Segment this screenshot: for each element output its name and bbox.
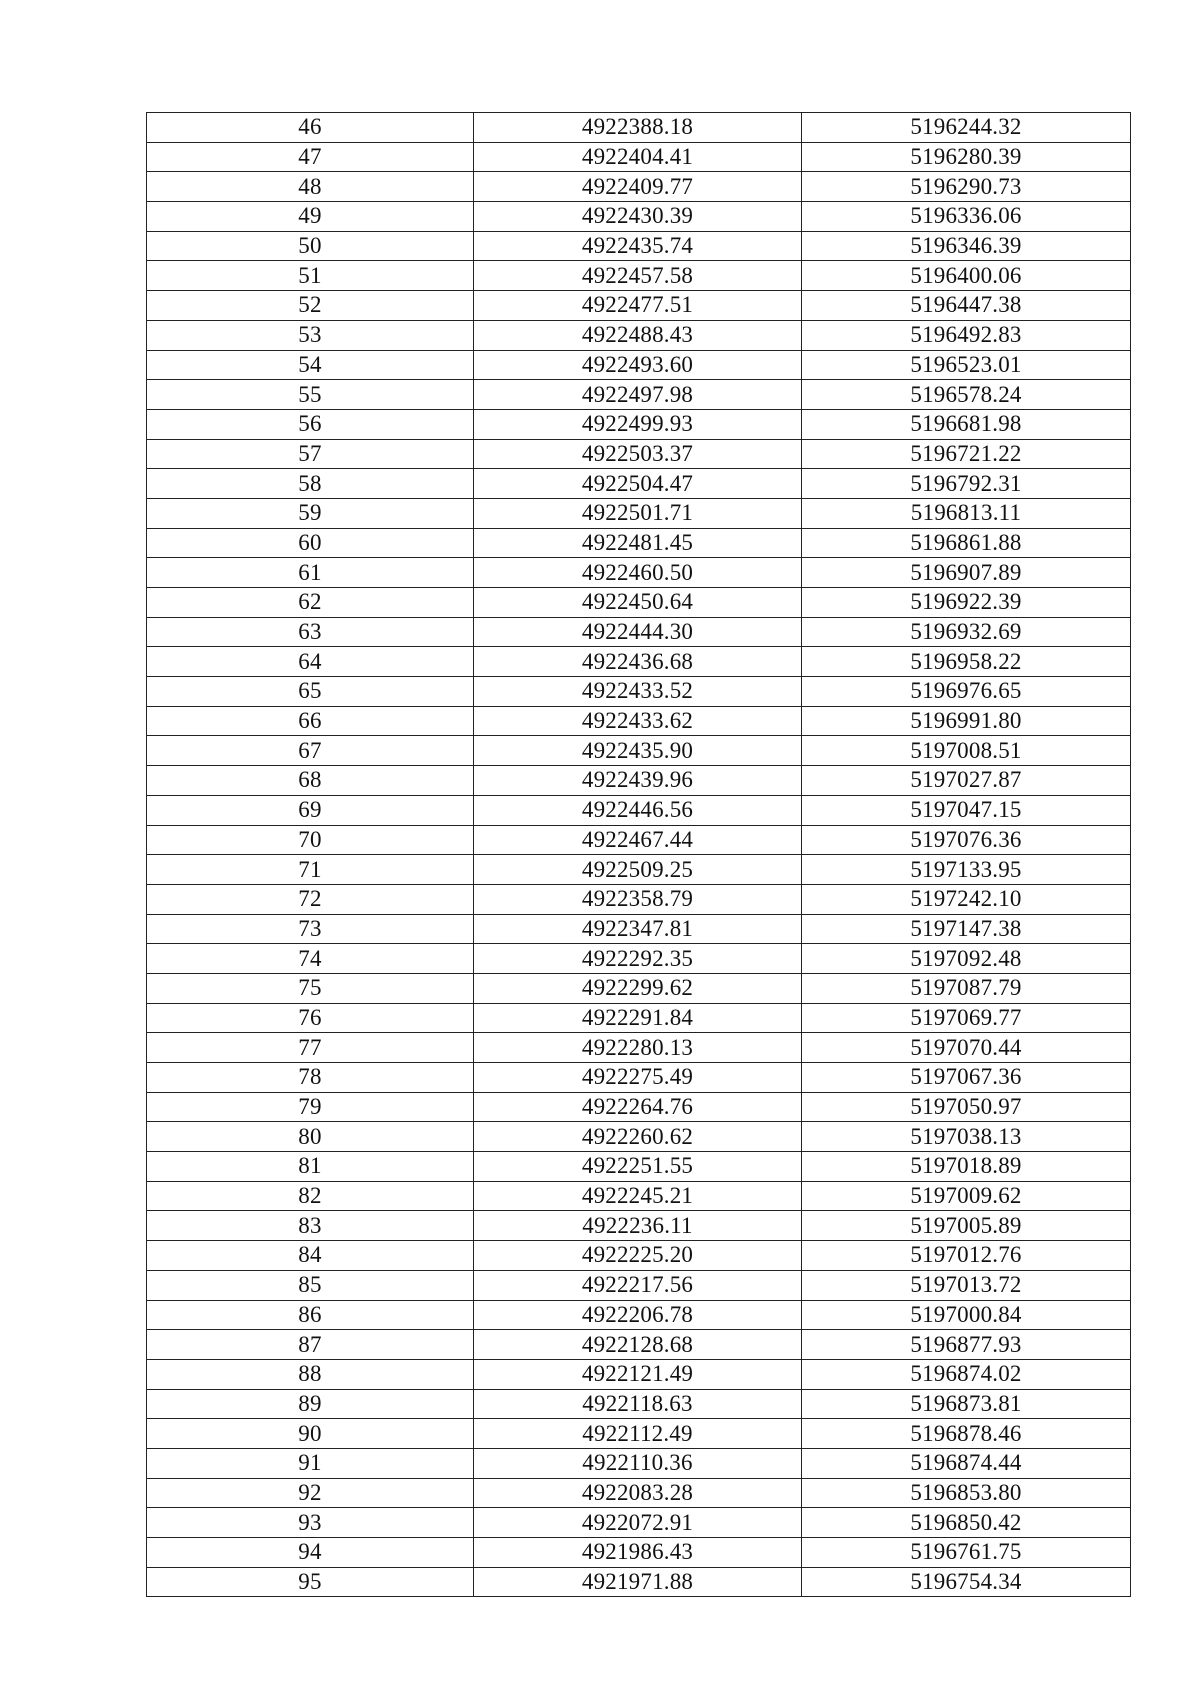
x-coordinate-cell: 4921986.43 [474, 1538, 802, 1568]
table-row [147, 884, 1131, 914]
point-number-cell: 76 [147, 1003, 474, 1033]
table-row [147, 1270, 1131, 1300]
table-row [147, 855, 1131, 885]
table-row [147, 1567, 1131, 1597]
table-row [147, 231, 1131, 261]
y-coordinate-cell: 5196523.01 [802, 350, 1131, 380]
x-coordinate-cell: 4922264.76 [474, 1092, 802, 1122]
x-coordinate-cell: 4922488.43 [474, 320, 802, 350]
x-coordinate-cell: 4922347.81 [474, 914, 802, 944]
point-number-cell: 95 [147, 1567, 474, 1597]
y-coordinate-cell: 5197147.38 [802, 914, 1131, 944]
x-coordinate-cell: 4922503.37 [474, 439, 802, 469]
point-number-cell: 84 [147, 1241, 474, 1271]
x-coordinate-cell: 4922110.36 [474, 1448, 802, 1478]
x-coordinate-cell: 4921971.88 [474, 1567, 802, 1597]
y-coordinate-cell: 5196346.39 [802, 231, 1131, 261]
table-row [147, 1508, 1131, 1538]
table-row [147, 973, 1131, 1003]
point-number-cell: 48 [147, 172, 474, 202]
point-number-cell: 78 [147, 1063, 474, 1093]
point-number-cell: 67 [147, 736, 474, 766]
point-number-cell: 52 [147, 291, 474, 321]
x-coordinate-cell: 4922225.20 [474, 1241, 802, 1271]
x-coordinate-cell: 4922497.98 [474, 380, 802, 410]
x-coordinate-cell: 4922481.45 [474, 528, 802, 558]
point-number-cell: 92 [147, 1478, 474, 1508]
point-number-cell: 68 [147, 766, 474, 796]
table-row [147, 914, 1131, 944]
y-coordinate-cell: 5196850.42 [802, 1508, 1131, 1538]
table-row [147, 1003, 1131, 1033]
x-coordinate-cell: 4922291.84 [474, 1003, 802, 1033]
y-coordinate-cell: 5197092.48 [802, 944, 1131, 974]
table-row [147, 795, 1131, 825]
point-number-cell: 60 [147, 528, 474, 558]
y-coordinate-cell: 5197047.15 [802, 795, 1131, 825]
point-number-cell: 47 [147, 142, 474, 172]
table-row [147, 291, 1131, 321]
x-coordinate-cell: 4922409.77 [474, 172, 802, 202]
point-number-cell: 86 [147, 1300, 474, 1330]
table-row [147, 261, 1131, 291]
point-number-cell: 65 [147, 677, 474, 707]
x-coordinate-cell: 4922430.39 [474, 202, 802, 232]
table-row [147, 1063, 1131, 1093]
x-coordinate-cell: 4922280.13 [474, 1033, 802, 1063]
y-coordinate-cell: 5196874.44 [802, 1448, 1131, 1478]
point-number-cell: 79 [147, 1092, 474, 1122]
table-row [147, 1092, 1131, 1122]
point-number-cell: 49 [147, 202, 474, 232]
table-row [147, 1033, 1131, 1063]
point-number-cell: 53 [147, 320, 474, 350]
x-coordinate-cell: 4922436.68 [474, 647, 802, 677]
point-number-cell: 73 [147, 914, 474, 944]
point-number-cell: 88 [147, 1359, 474, 1389]
y-coordinate-cell: 5196792.31 [802, 469, 1131, 499]
table-row [147, 825, 1131, 855]
point-number-cell: 83 [147, 1211, 474, 1241]
table-row [147, 558, 1131, 588]
y-coordinate-cell: 5196976.65 [802, 677, 1131, 707]
x-coordinate-cell: 4922245.21 [474, 1181, 802, 1211]
table-row [147, 498, 1131, 528]
point-number-cell: 90 [147, 1419, 474, 1449]
x-coordinate-cell: 4922509.25 [474, 855, 802, 885]
point-number-cell: 82 [147, 1181, 474, 1211]
x-coordinate-cell: 4922433.52 [474, 677, 802, 707]
table-row [147, 1448, 1131, 1478]
y-coordinate-cell: 5196873.81 [802, 1389, 1131, 1419]
point-number-cell: 72 [147, 884, 474, 914]
table-row [147, 1122, 1131, 1152]
point-number-cell: 55 [147, 380, 474, 410]
x-coordinate-cell: 4922446.56 [474, 795, 802, 825]
y-coordinate-cell: 5197012.76 [802, 1241, 1131, 1271]
x-coordinate-cell: 4922121.49 [474, 1359, 802, 1389]
table-row [147, 1211, 1131, 1241]
x-coordinate-cell: 4922439.96 [474, 766, 802, 796]
x-coordinate-cell: 4922275.49 [474, 1063, 802, 1093]
y-coordinate-cell: 5197038.13 [802, 1122, 1131, 1152]
y-coordinate-cell: 5196290.73 [802, 172, 1131, 202]
y-coordinate-cell: 5197087.79 [802, 973, 1131, 1003]
point-number-cell: 51 [147, 261, 474, 291]
x-coordinate-cell: 4922435.74 [474, 231, 802, 261]
point-number-cell: 87 [147, 1330, 474, 1360]
point-number-cell: 56 [147, 409, 474, 439]
x-coordinate-cell: 4922206.78 [474, 1300, 802, 1330]
table-row [147, 677, 1131, 707]
x-coordinate-cell: 4922433.62 [474, 706, 802, 736]
table-row [147, 202, 1131, 232]
x-coordinate-cell: 4922493.60 [474, 350, 802, 380]
table-row [147, 1300, 1131, 1330]
point-number-cell: 62 [147, 588, 474, 618]
y-coordinate-cell: 5197133.95 [802, 855, 1131, 885]
point-number-cell: 85 [147, 1270, 474, 1300]
y-coordinate-cell: 5196853.80 [802, 1478, 1131, 1508]
y-coordinate-cell: 5197076.36 [802, 825, 1131, 855]
table-row [147, 1389, 1131, 1419]
point-number-cell: 70 [147, 825, 474, 855]
point-number-cell: 59 [147, 498, 474, 528]
y-coordinate-cell: 5196336.06 [802, 202, 1131, 232]
table-row [147, 1241, 1131, 1271]
table-row [147, 1478, 1131, 1508]
table-row [147, 706, 1131, 736]
table-row [147, 350, 1131, 380]
x-coordinate-cell: 4922236.11 [474, 1211, 802, 1241]
x-coordinate-cell: 4922292.35 [474, 944, 802, 974]
point-number-cell: 94 [147, 1538, 474, 1568]
table-row [147, 1152, 1131, 1182]
y-coordinate-cell: 5197027.87 [802, 766, 1131, 796]
table-row [147, 1419, 1131, 1449]
y-coordinate-cell: 5196244.32 [802, 113, 1131, 143]
y-coordinate-cell: 5196813.11 [802, 498, 1131, 528]
table-row [147, 766, 1131, 796]
y-coordinate-cell: 5196578.24 [802, 380, 1131, 410]
x-coordinate-cell: 4922388.18 [474, 113, 802, 143]
point-number-cell: 50 [147, 231, 474, 261]
coordinates-table [146, 112, 1131, 1597]
table-row [147, 469, 1131, 499]
x-coordinate-cell: 4922112.49 [474, 1419, 802, 1449]
y-coordinate-cell: 5196492.83 [802, 320, 1131, 350]
x-coordinate-cell: 4922460.50 [474, 558, 802, 588]
point-number-cell: 75 [147, 973, 474, 1003]
x-coordinate-cell: 4922083.28 [474, 1478, 802, 1508]
point-number-cell: 58 [147, 469, 474, 499]
x-coordinate-cell: 4922404.41 [474, 142, 802, 172]
y-coordinate-cell: 5197069.77 [802, 1003, 1131, 1033]
coordinates-table-body [147, 113, 1131, 1597]
point-number-cell: 74 [147, 944, 474, 974]
y-coordinate-cell: 5197067.36 [802, 1063, 1131, 1093]
point-number-cell: 69 [147, 795, 474, 825]
table-row [147, 380, 1131, 410]
point-number-cell: 91 [147, 1448, 474, 1478]
y-coordinate-cell: 5197009.62 [802, 1181, 1131, 1211]
y-coordinate-cell: 5196754.34 [802, 1567, 1131, 1597]
point-number-cell: 77 [147, 1033, 474, 1063]
y-coordinate-cell: 5196991.80 [802, 706, 1131, 736]
table-row [147, 944, 1131, 974]
point-number-cell: 80 [147, 1122, 474, 1152]
y-coordinate-cell: 5197018.89 [802, 1152, 1131, 1182]
x-coordinate-cell: 4922499.93 [474, 409, 802, 439]
y-coordinate-cell: 5196761.75 [802, 1538, 1131, 1568]
y-coordinate-cell: 5197050.97 [802, 1092, 1131, 1122]
y-coordinate-cell: 5196877.93 [802, 1330, 1131, 1360]
table-row [147, 588, 1131, 618]
x-coordinate-cell: 4922299.62 [474, 973, 802, 1003]
x-coordinate-cell: 4922217.56 [474, 1270, 802, 1300]
y-coordinate-cell: 5197005.89 [802, 1211, 1131, 1241]
table-row [147, 1538, 1131, 1568]
table-row [147, 1359, 1131, 1389]
y-coordinate-cell: 5197242.10 [802, 884, 1131, 914]
x-coordinate-cell: 4922467.44 [474, 825, 802, 855]
point-number-cell: 61 [147, 558, 474, 588]
x-coordinate-cell: 4922072.91 [474, 1508, 802, 1538]
point-number-cell: 46 [147, 113, 474, 143]
x-coordinate-cell: 4922444.30 [474, 617, 802, 647]
y-coordinate-cell: 5196878.46 [802, 1419, 1131, 1449]
point-number-cell: 64 [147, 647, 474, 677]
y-coordinate-cell: 5196922.39 [802, 588, 1131, 618]
x-coordinate-cell: 4922477.51 [474, 291, 802, 321]
table-row [147, 142, 1131, 172]
y-coordinate-cell: 5196907.89 [802, 558, 1131, 588]
point-number-cell: 54 [147, 350, 474, 380]
y-coordinate-cell: 5196874.02 [802, 1359, 1131, 1389]
y-coordinate-cell: 5196280.39 [802, 142, 1131, 172]
x-coordinate-cell: 4922251.55 [474, 1152, 802, 1182]
point-number-cell: 89 [147, 1389, 474, 1419]
y-coordinate-cell: 5197013.72 [802, 1270, 1131, 1300]
table-row [147, 409, 1131, 439]
table-row [147, 617, 1131, 647]
y-coordinate-cell: 5196932.69 [802, 617, 1131, 647]
x-coordinate-cell: 4922128.68 [474, 1330, 802, 1360]
table-row [147, 320, 1131, 350]
y-coordinate-cell: 5196721.22 [802, 439, 1131, 469]
point-number-cell: 81 [147, 1152, 474, 1182]
point-number-cell: 93 [147, 1508, 474, 1538]
x-coordinate-cell: 4922504.47 [474, 469, 802, 499]
y-coordinate-cell: 5197070.44 [802, 1033, 1131, 1063]
point-number-cell: 63 [147, 617, 474, 647]
table-row [147, 1330, 1131, 1360]
table-row [147, 439, 1131, 469]
y-coordinate-cell: 5196958.22 [802, 647, 1131, 677]
point-number-cell: 71 [147, 855, 474, 885]
point-number-cell: 66 [147, 706, 474, 736]
table-row [147, 736, 1131, 766]
x-coordinate-cell: 4922118.63 [474, 1389, 802, 1419]
y-coordinate-cell: 5196861.88 [802, 528, 1131, 558]
x-coordinate-cell: 4922457.58 [474, 261, 802, 291]
y-coordinate-cell: 5197000.84 [802, 1300, 1131, 1330]
x-coordinate-cell: 4922450.64 [474, 588, 802, 618]
y-coordinate-cell: 5196447.38 [802, 291, 1131, 321]
y-coordinate-cell: 5196681.98 [802, 409, 1131, 439]
x-coordinate-cell: 4922435.90 [474, 736, 802, 766]
y-coordinate-cell: 5196400.06 [802, 261, 1131, 291]
x-coordinate-cell: 4922358.79 [474, 884, 802, 914]
table-row [147, 172, 1131, 202]
table-row [147, 528, 1131, 558]
table-row [147, 113, 1131, 143]
x-coordinate-cell: 4922501.71 [474, 498, 802, 528]
x-coordinate-cell: 4922260.62 [474, 1122, 802, 1152]
table-row [147, 647, 1131, 677]
point-number-cell: 57 [147, 439, 474, 469]
y-coordinate-cell: 5197008.51 [802, 736, 1131, 766]
table-row [147, 1181, 1131, 1211]
